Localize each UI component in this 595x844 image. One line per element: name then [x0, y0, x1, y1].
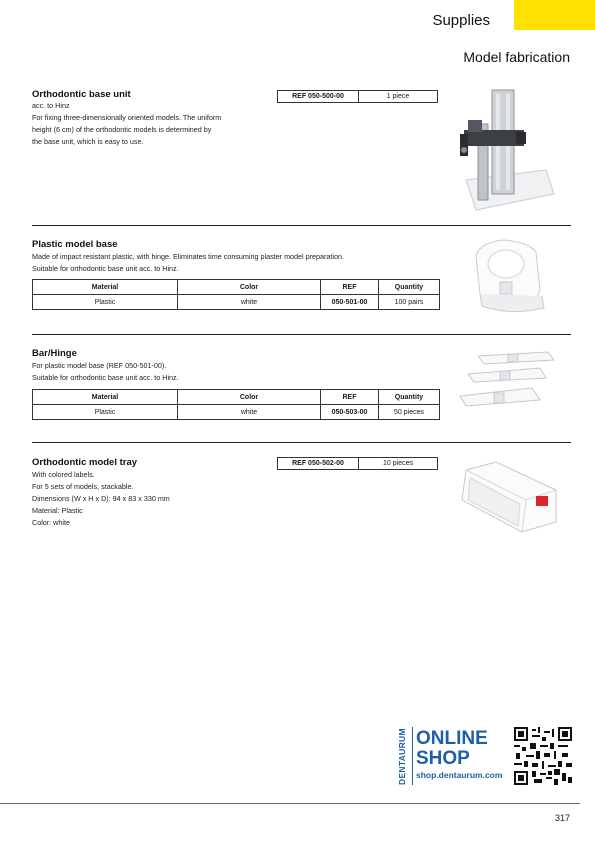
brand-divider — [412, 727, 413, 785]
ref-table — [277, 457, 438, 470]
column-header: REF — [321, 280, 379, 295]
ref-table — [277, 90, 438, 103]
table-cell: white — [178, 295, 321, 310]
quantity-cell: 1 piece — [359, 91, 438, 103]
page-number: 317 — [554, 813, 570, 823]
plastic-model-base-image — [470, 236, 550, 318]
table-cell: white — [178, 405, 321, 420]
column-header: Material — [33, 280, 178, 295]
table-cell: 050-503-00 — [321, 405, 379, 420]
table-row — [33, 295, 440, 310]
shop-url-link[interactable]: shop.dentaurum.com — [416, 770, 503, 780]
quantity-cell: 10 pieces — [359, 458, 438, 470]
table-cell: Plastic — [33, 295, 178, 310]
product-table — [32, 279, 440, 310]
section-color-tab — [514, 0, 595, 30]
description-line: the base unit, which is easy to use. — [32, 137, 144, 146]
subsection-title: Model fabrication — [463, 49, 570, 65]
ref-cell: REF 050-502-00 — [278, 458, 359, 470]
footer-divider — [0, 803, 580, 804]
product-title: Bar/Hinge — [32, 348, 77, 359]
column-header: Material — [33, 390, 178, 405]
product-title: Plastic model base — [32, 239, 118, 250]
table-header-row — [33, 390, 440, 405]
qr-code-icon[interactable] — [514, 727, 572, 785]
product-title: Orthodontic base unit — [32, 89, 131, 100]
description-line: Dimensions (W x H x D): 94 x 83 x 330 mm — [32, 494, 170, 503]
online-shop-subtitle: SHOP — [416, 748, 470, 769]
product-table — [32, 389, 440, 420]
product-description — [32, 360, 179, 384]
product-description — [32, 100, 221, 148]
model-tray-image — [456, 456, 562, 534]
description-line: Suitable for orthodontic base unit acc. to Hinz. — [32, 264, 179, 273]
description-line: Material: Plastic — [32, 506, 83, 515]
product-description — [32, 251, 344, 275]
section-title: Supplies — [432, 12, 490, 29]
online-shop-title: ONLINE — [416, 728, 488, 749]
description-line: With colored labels. — [32, 470, 95, 479]
table-cell: 50 pieces — [379, 405, 440, 420]
product-description — [32, 469, 170, 529]
column-header: Color — [178, 390, 321, 405]
bar-hinge-image — [454, 348, 566, 420]
table-cell: Plastic — [33, 405, 178, 420]
product-title: Orthodontic model tray — [32, 457, 138, 468]
orthodontic-base-unit-image — [458, 84, 558, 212]
ref-cell: REF 050-500-00 — [278, 91, 359, 103]
column-header: Quantity — [379, 280, 440, 295]
description-line: For plastic model base (REF 050-501-00). — [32, 361, 167, 370]
description-line: height (6 cm) of the orthodontic models is determined by — [32, 125, 212, 134]
column-header: Quantity — [379, 390, 440, 405]
table-cell: 050-501-00 — [321, 295, 379, 310]
section-divider — [32, 225, 571, 226]
table-header-row — [33, 280, 440, 295]
description-line: Color: white — [32, 518, 70, 527]
description-line: For fixing three-dimensionally oriented models. The uniform — [32, 113, 222, 122]
section-divider — [32, 334, 571, 335]
description-line: Suitable for orthodontic base unit acc. to Hinz. — [32, 373, 179, 382]
brand-logo — [397, 727, 411, 785]
table-row — [33, 405, 440, 420]
column-header: REF — [321, 390, 379, 405]
description-line: Made of impact resistant plastic, with hinge. Eliminates time consuming plaster model preparation. — [32, 252, 345, 261]
column-header: Color — [178, 280, 321, 295]
section-divider — [32, 442, 571, 443]
description-line: For 5 sets of models, stackable. — [32, 482, 134, 491]
description-line: acc. to Hinz — [32, 101, 70, 110]
table-cell: 100 pairs — [379, 295, 440, 310]
brand-name: DENTAURUM — [397, 728, 407, 785]
